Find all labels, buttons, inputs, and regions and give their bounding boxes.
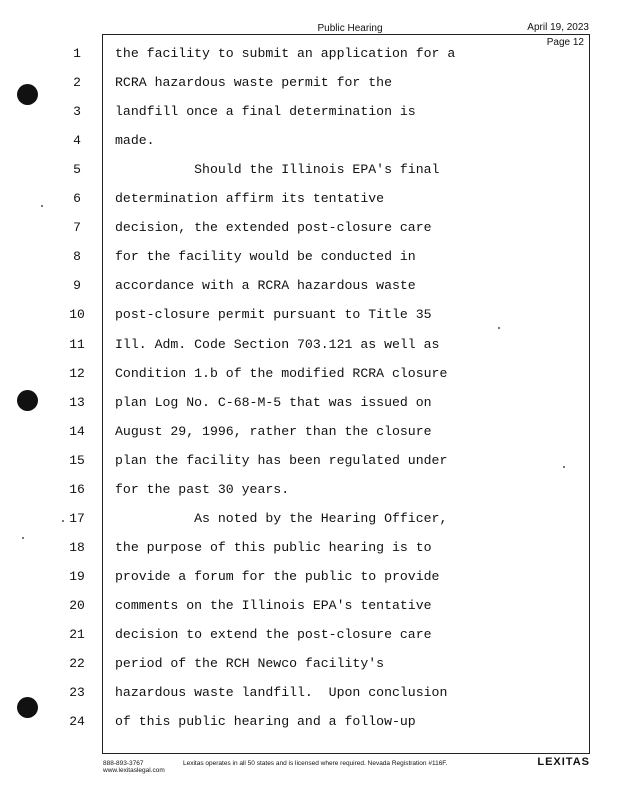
- footer-website: www.lexitaslegal.com: [103, 767, 165, 774]
- scan-speck: [498, 327, 500, 329]
- line-number: 10: [69, 307, 85, 323]
- transcript-line: RCRA hazardous waste permit for the: [115, 75, 392, 91]
- line-number: 11: [69, 336, 85, 352]
- line-number: 8: [73, 249, 81, 265]
- transcript-line: of this public hearing and a follow-up: [115, 714, 416, 730]
- transcript-line: made.: [115, 133, 155, 149]
- transcript-line: hazardous waste landfill. Upon conclusion: [115, 685, 448, 701]
- line-number: 22: [69, 656, 85, 672]
- transcript-line: decision, the extended post-closure care: [115, 220, 432, 236]
- transcript-line: determination affirm its tentative: [115, 191, 385, 207]
- line-number: 23: [69, 685, 85, 701]
- line-number: 13: [69, 394, 85, 410]
- line-number: 24: [69, 714, 85, 730]
- transcript-line: the facility to submit an application for a: [115, 46, 456, 61]
- line-number: 7: [73, 220, 81, 236]
- line-number: 19: [69, 568, 85, 584]
- line-number: 9: [73, 278, 81, 294]
- scan-speck: [563, 466, 565, 468]
- transcript-line: decision to extend the post-closure care: [115, 627, 432, 642]
- scan-speck: [62, 520, 64, 522]
- binder-hole: [17, 84, 38, 105]
- line-number: 15: [69, 452, 85, 468]
- transcript-line: the purpose of this public hearing is to: [115, 539, 432, 555]
- line-number: 17: [69, 510, 85, 526]
- line-number: 6: [73, 191, 81, 207]
- line-number: 18: [69, 539, 85, 555]
- transcript-line: Condition 1.b of the modified RCRA closure: [115, 365, 448, 381]
- line-number: 1: [73, 46, 81, 61]
- line-number: 2: [73, 75, 81, 91]
- line-number: 5: [73, 162, 81, 178]
- transcript-line: comments on the Illinois EPA's tentative: [115, 597, 432, 613]
- transcript-line: for the facility would be conducted in: [115, 249, 416, 265]
- transcript-line: Ill. Adm. Code Section 703.121 as well as: [115, 336, 440, 352]
- line-number: 14: [69, 423, 85, 439]
- footer-note: Lexitas operates in all 50 states and is licensed where required. Nevada Registration #116F.: [183, 760, 448, 767]
- transcript-line: for the past 30 years.: [115, 481, 290, 497]
- transcript-line: post-closure permit pursuant to Title 35: [115, 307, 432, 323]
- binder-hole: [17, 697, 38, 718]
- line-number: 21: [69, 627, 85, 642]
- transcript-line: plan Log No. C-68-M-5 that was issued on: [115, 394, 432, 410]
- transcript-line: plan the facility has been regulated under: [115, 452, 448, 468]
- transcript-line: Should the Illinois EPA's final: [115, 162, 440, 178]
- line-number: 4: [73, 133, 81, 149]
- transcript-line: period of the RCH Newco facility's: [115, 656, 385, 672]
- transcript-line: As noted by the Hearing Officer,: [115, 510, 448, 526]
- page-number: Page 12: [546, 37, 584, 48]
- transcript-line: landfill once a final determination is: [115, 104, 416, 120]
- transcript-line: provide a forum for the public to provide: [115, 568, 440, 584]
- binder-hole: [17, 390, 38, 411]
- footer-phone: 888-893-3767: [103, 760, 144, 767]
- transcript-line: accordance with a RCRA hazardous waste: [115, 278, 416, 294]
- page-header-title: Public Hearing: [317, 23, 383, 34]
- lexitas-logo: LEXITAS: [537, 756, 590, 768]
- scan-speck: [22, 537, 24, 539]
- line-number: 16: [69, 481, 85, 497]
- line-number: 3: [73, 104, 81, 120]
- line-number: 12: [69, 365, 85, 381]
- transcript-line: August 29, 1996, rather than the closure: [115, 423, 432, 439]
- page-header-date: April 19, 2023: [527, 22, 589, 33]
- line-number: 20: [69, 597, 85, 613]
- footer-contact: [103, 760, 165, 774]
- scan-speck: [41, 205, 43, 207]
